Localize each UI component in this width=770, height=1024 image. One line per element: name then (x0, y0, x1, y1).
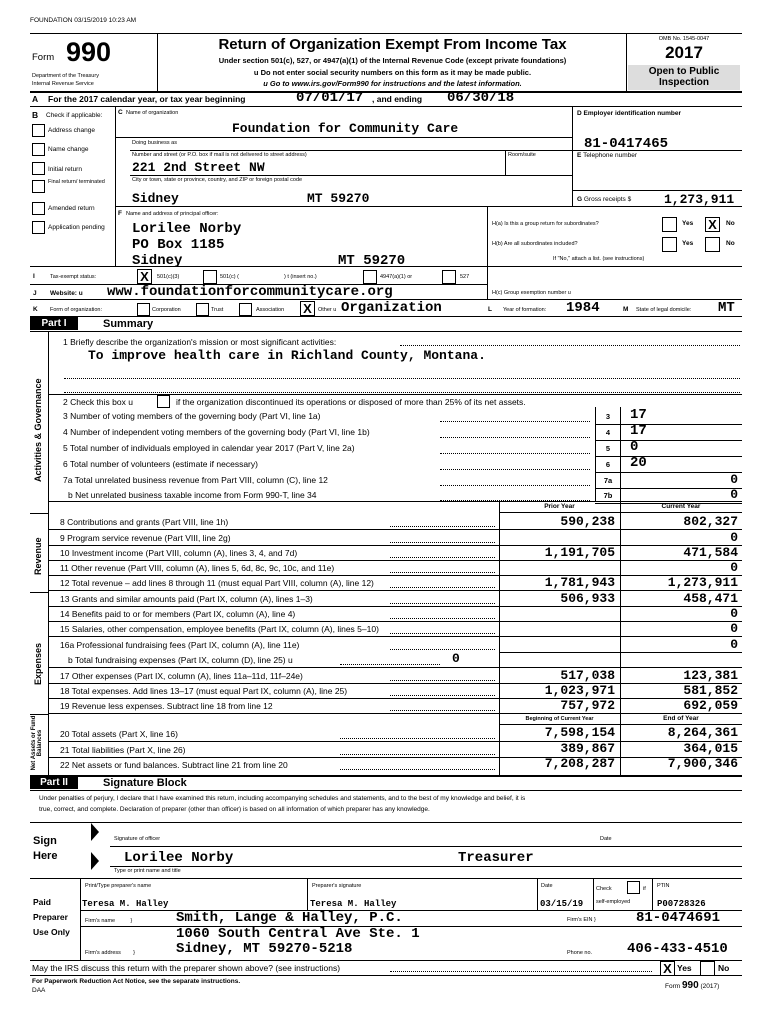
check-label: Check (596, 886, 612, 892)
tax-exempt-label: Tax-exempt status: (50, 274, 97, 280)
open-to-public-badge: Open to Public Inspection (628, 65, 740, 90)
side-revenue: Revenue (33, 537, 43, 575)
beginning-year-value: 389,867 (560, 741, 615, 756)
discuss-yes-label: Yes (677, 963, 692, 973)
line-2-text: if the organization discontinued its operations or disposed of more than 25% of its net assets. (176, 397, 526, 407)
city-label: City or town, state or province, country, and ZIP or foreign postal code (132, 177, 303, 183)
sign-label: Sign (33, 835, 57, 847)
beginning-year-value: 7,208,287 (544, 756, 615, 771)
beginning-year-value: 7,598,154 (544, 725, 615, 740)
if-label: if (643, 886, 646, 892)
current-year-value: 802,327 (683, 514, 738, 529)
financial-line-label: b Total fundraising expenses (Part IX, column (D), line 25) u (68, 655, 293, 665)
line-g-label: G Gross receipts $ (577, 196, 632, 203)
side-net-assets: Net Assets or Fund Balances (31, 715, 43, 771)
address-change-checkbox[interactable] (32, 124, 45, 137)
year-of-formation: 1984 (566, 300, 600, 316)
other-org-type: Organization (341, 300, 442, 316)
initial-return-label: Initial return (48, 166, 82, 173)
financial-line-label: 19 Revenue less expenses. Subtract line 18 from line 12 (60, 701, 273, 711)
other-org-label: Other u (318, 307, 337, 313)
prior-year-value: 517,038 (560, 668, 615, 683)
prior-year-value: 1,191,705 (544, 545, 615, 560)
trust-label: Trust (211, 307, 224, 313)
firm-name-label: Firm's name } (85, 918, 133, 924)
status-501c-label: 501(c) ( (220, 274, 239, 280)
amended-return-label: Amended return (48, 205, 95, 212)
part-1-tag: Part I (30, 317, 78, 330)
instructions-note: u Go to www.irs.gov/Form990 for instructions and the latest information. (263, 79, 522, 88)
gov-line-value: 17 (630, 407, 647, 423)
line-l-label: L (488, 306, 492, 313)
net-assets-line-label: 22 Net assets or fund balances. Subtract line 21 from line 20 (60, 760, 288, 770)
paperwork-notice: For Paperwork Reduction Act Notice, see the separate instructions. (32, 978, 241, 985)
line-a-text: For the 2017 calendar year, or tax year beginning (48, 94, 246, 104)
status-501c-checkbox[interactable] (203, 270, 217, 284)
prior-year-value: 1,781,943 (544, 575, 615, 590)
gov-line-number: 5 (605, 444, 611, 453)
gov-line-label: 3 Number of voting members of the governing body (Part VI, line 1a) (63, 411, 321, 421)
signing-officer-title: Treasurer (458, 850, 534, 866)
financial-line-label: 15 Salaries, other compensation, employee benefits (Part IX, column (A), lines 5–10) (60, 624, 379, 634)
line-j-label: J (33, 290, 37, 297)
prior-year-value: 506,933 (560, 591, 615, 606)
officer-address: PO Box 1185 (132, 237, 225, 253)
form-title: Return of Organization Exempt From Income Tax (218, 36, 567, 53)
perjury-line-2: true, correct, and complete. Declaration of preparer (other than officer) is based on all information of which preparer has any knowledge. (39, 806, 430, 813)
org-name-label: Name of organization (126, 110, 179, 116)
financial-line-label: 14 Benefits paid to or for members (Part IX, column (A), line 4) (60, 609, 296, 619)
subordinates-yes-label: Yes (682, 240, 694, 247)
here-label: Here (33, 850, 58, 862)
financial-line-label: 17 Other expenses (Part IX, column (A), lines 11a–11d, 11f–24e) (60, 671, 303, 681)
current-year-value: 581,852 (683, 683, 738, 698)
officer-city: Sidney (132, 253, 183, 269)
employer-id-number: 81-0417465 (584, 136, 669, 152)
firm-address-label: Firm's address } (85, 950, 135, 956)
and-ending-label: , and ending (372, 94, 423, 104)
perjury-line-1: Under penalties of perjury, I declare that I have examined this return, including accompanying schedules and statements, and to the best of my knowledge and belief, it is (39, 795, 526, 802)
firm-ein: 81-0474691 (636, 910, 721, 926)
financial-line-label: 10 Investment income (Part VIII, column (A), lines 3, 4, and 7d) (60, 548, 298, 558)
side-activities-governance: Activities & Governance (33, 378, 43, 482)
firm-name: Smith, Lange & Halley, P.C. (176, 910, 403, 926)
sign-date-label: Date (600, 836, 612, 842)
current-year-value: 0 (730, 560, 738, 575)
gov-line-label: 4 Number of independent voting members of the governing body (Part VI, line 1b) (63, 427, 370, 437)
group-return-no-checkbox[interactable]: X (705, 217, 720, 232)
current-year-value: 0 (730, 621, 738, 636)
financial-line-label: 12 Total revenue – add lines 8 through 11 (must equal Part VIII, column (A), line 12) (60, 578, 374, 588)
officer-signature-label: Signature of officer (114, 836, 161, 842)
financial-line-label: 18 Total expenses. Add lines 13–17 (must equal Part IX, column (A), line 25) (60, 686, 348, 696)
final-return-checkbox[interactable] (32, 180, 45, 193)
preparer-ptin: P00728326 (657, 899, 706, 909)
discontinued-checkbox[interactable] (157, 395, 170, 408)
status-4947-checkbox[interactable] (363, 270, 377, 284)
officer-label: Name and address of principal officer: (126, 211, 219, 217)
dept-irs: Internal Revenue Service (32, 81, 94, 87)
footer-form-id: Form 990 (2017) (665, 980, 720, 991)
preparer-date-label: Date (541, 883, 553, 889)
ptin-label: PTIN (657, 883, 670, 889)
current-year-value: 471,584 (683, 545, 738, 560)
gov-line-label: b Net unrelated business taxable income from Form 990-T, line 34 (68, 490, 317, 500)
financial-line-label: 13 Grants and similar amounts paid (Part IX, column (A), lines 1–3) (60, 594, 313, 604)
subordinates-no-checkbox[interactable] (705, 237, 720, 252)
dba-label: Doing business as (132, 140, 177, 146)
legal-domicile-label: State of legal domicile: (636, 307, 692, 313)
gov-line-value: 17 (630, 423, 647, 439)
status-527-checkbox[interactable] (442, 270, 456, 284)
sign-arrow-icon-2 (91, 852, 99, 870)
gov-line-label: 5 Total number of individuals employed in calendar year 2017 (Part V, line 2a) (63, 443, 355, 453)
website-url[interactable]: www.foundationforcommunitycare.org (107, 284, 393, 300)
gov-line-value: 20 (630, 455, 647, 471)
omb-number: OMB No. 1545-0047 (658, 36, 710, 42)
line-d-label: D Employer identification number (577, 110, 682, 117)
year-formation-label: Year of formation: (503, 307, 547, 313)
discuss-no-label: No (718, 963, 730, 973)
current-year-value: 692,059 (683, 698, 738, 713)
firm-address-line-1: 1060 South Central Ave Ste. 1 (176, 926, 420, 942)
phone-label: Phone no. (567, 950, 593, 956)
part-2-tag: Part II (30, 776, 78, 789)
form-number: 990 (66, 37, 112, 67)
current-year-value: 0 (730, 637, 738, 652)
prior-year-value: 590,238 (560, 514, 615, 529)
mission-statement: To improve health care in Richland County, Montana. (88, 348, 486, 363)
line-b-text: Check if applicable: (46, 112, 103, 119)
final-return-label: Final return/ terminated (48, 179, 105, 185)
current-year-header: Current Year (661, 503, 701, 510)
line-b-label: B (32, 110, 39, 120)
amended-return-checkbox[interactable] (32, 202, 45, 215)
gross-receipts: 1,273,911 (664, 192, 735, 207)
current-year-value: 1,273,911 (667, 575, 738, 590)
room-suite-label: Room/suite (508, 152, 536, 158)
net-assets-line-label: 20 Total assets (Part X, line 16) (60, 729, 178, 739)
form-label: Form (32, 52, 55, 63)
self-employed-label: self-employed (596, 899, 631, 905)
gov-line-number: 7a (603, 476, 613, 485)
website-label: Website: u (50, 290, 83, 297)
association-checkbox[interactable] (239, 303, 252, 316)
use-only-label: Use Only (33, 927, 70, 937)
tax-year-end: 06/30/18 (447, 90, 515, 106)
line-i-label: I (33, 273, 35, 280)
other-org-checkbox[interactable]: X (300, 301, 315, 316)
prior-year-value: 1,023,971 (544, 683, 615, 698)
preparer-signature-label: Preparer's signature (312, 883, 362, 889)
association-label: Association (256, 307, 285, 313)
gov-line-value: 0 (630, 439, 639, 455)
beginning-year-header: Beginning of Current Year (525, 716, 594, 722)
status-501c3-checkbox[interactable]: X (137, 269, 152, 284)
line-m-label: M (623, 306, 629, 313)
firm-phone: 406-433-4510 (627, 941, 728, 957)
h-c-label: H(c) Group exemption number u (492, 290, 571, 296)
preparer-signature: Teresa M. Halley (310, 899, 397, 909)
side-expenses: Expenses (33, 642, 43, 685)
line-1-label: 1 Briefly describe the organization's mission or most significant activities: (63, 337, 337, 347)
h-b-label: H(b) Are all subordinates included? (492, 241, 578, 247)
discuss-yes-checkbox[interactable]: X (660, 961, 675, 976)
insert-no-label: ) t (insert no.) (284, 274, 317, 280)
tax-year-begin: 07/01/17 (296, 90, 364, 106)
officer-state-zip: MT 59270 (338, 253, 406, 269)
part-1-title: Summary (103, 318, 154, 330)
street-address: 221 2nd Street NW (132, 160, 265, 175)
gov-line-value: 0 (730, 472, 738, 487)
trust-checkbox[interactable] (196, 303, 209, 316)
fundraising-expenses-value: 0 (452, 651, 460, 666)
application-pending-checkbox[interactable] (32, 221, 45, 234)
financial-line-label: 16a Professional fundraising fees (Part IX, column (A), line 11e) (60, 640, 300, 650)
sign-arrow-icon (91, 823, 99, 841)
net-assets-line-label: 21 Total liabilities (Part X, line 26) (60, 745, 186, 755)
end-year-value: 7,900,346 (667, 756, 738, 771)
current-year-value: 0 (730, 530, 738, 545)
firm-address-line-2: Sidney, MT 59270-5218 (176, 941, 353, 957)
group-return-yes-label: Yes (682, 220, 694, 227)
current-year-value: 123,381 (683, 668, 738, 683)
initial-return-checkbox[interactable] (32, 162, 45, 175)
subordinates-no-label: No (726, 240, 735, 247)
form-subtitle: Under section 501(c), 527, or 4947(a)(1) of the Internal Revenue Code (except private foundations) (218, 56, 567, 65)
officer-name: Lorilee Norby (132, 221, 242, 237)
line-c-label: C (118, 109, 123, 116)
dept-treasury: Department of the Treasury (32, 73, 99, 79)
org-state-zip: MT 59270 (307, 191, 370, 206)
financial-line-label: 9 Program service revenue (Part VIII, line 2g) (60, 533, 231, 543)
signing-officer-name: Lorilee Norby (124, 850, 234, 866)
discuss-question: May the IRS discuss this return with the preparer shown above? (see instructions) (32, 963, 341, 973)
preparer-name-label: Print/Type preparer's name (85, 883, 152, 889)
part-2-title: Signature Block (103, 777, 187, 789)
preparer-date: 03/15/19 (540, 899, 584, 909)
corporation-label: Corporation (152, 307, 181, 313)
end-year-value: 8,264,361 (667, 725, 738, 740)
tax-year: 2017 (665, 43, 703, 62)
status-4947-label: 4947(a)(1) or (380, 274, 413, 280)
current-year-value: 458,471 (683, 591, 738, 606)
line-e-label: E Telephone number (577, 152, 638, 159)
preparer-name: Teresa M. Halley (82, 899, 169, 909)
gov-line-label: 6 Total number of volunteers (estimate if necessary) (63, 459, 258, 469)
h-note: If "No," attach a list. (see instructions) (553, 256, 645, 262)
end-year-header: End of Year (663, 715, 699, 722)
org-name: Foundation for Community Care (232, 121, 459, 136)
self-employed-checkbox[interactable] (627, 881, 640, 894)
gov-line-number: 7b (603, 491, 613, 500)
gov-line-value: 0 (730, 487, 738, 502)
corporation-checkbox[interactable] (137, 303, 150, 316)
state-of-domicile: MT (718, 300, 735, 316)
line-2-label: 2 Check this box u (63, 397, 133, 407)
gov-line-number: 6 (605, 460, 611, 469)
current-year-value: 0 (730, 606, 738, 621)
line-k-label: K (33, 306, 38, 313)
type-name-title-label: Type or print name and title (114, 868, 181, 874)
discuss-no-checkbox[interactable] (700, 961, 715, 976)
financial-line-label: 8 Contributions and grants (Part VIII, line 1h) (60, 517, 229, 527)
group-return-yes-checkbox[interactable] (662, 217, 677, 232)
preparer-label: Preparer (33, 912, 68, 922)
org-city: Sidney (132, 191, 179, 206)
paid-label: Paid (33, 897, 51, 907)
firm-ein-label: Firm's EIN } (567, 917, 596, 923)
daa-label: DAA (32, 987, 46, 994)
application-pending-label: Application pending (48, 224, 105, 231)
prior-year-value: 757,972 (560, 698, 615, 713)
prior-year-header: Prior Year (544, 503, 575, 510)
address-change-label: Address change (48, 127, 95, 134)
end-year-value: 364,015 (683, 741, 738, 756)
status-527-label: 527 (460, 274, 470, 280)
line-a-label: A (32, 94, 39, 104)
street-label: Number and street (or P.O. box if mail is not delivered to street address) (132, 152, 307, 158)
status-501c3-label: 501(c)(3) (157, 274, 180, 280)
print-timestamp: FOUNDATION 03/15/2019 10:23 AM (30, 17, 137, 24)
form-of-org-label: Form of organization: (50, 307, 102, 313)
gov-line-label: 7a Total unrelated business revenue from Part VIII, column (C), line 12 (63, 475, 328, 485)
subordinates-yes-checkbox[interactable] (662, 237, 677, 252)
line-f-label: F (118, 210, 122, 217)
name-change-label: Name change (48, 146, 89, 153)
name-change-checkbox[interactable] (32, 143, 45, 156)
h-a-label: H(a) Is this a group return for subordinates? (492, 221, 599, 227)
ssn-note: u Do not enter social security numbers on this form as it may be made public. (253, 68, 532, 77)
gov-line-number: 3 (605, 412, 611, 421)
gov-line-number: 4 (605, 428, 611, 437)
financial-line-label: 11 Other revenue (Part VIII, column (A), lines 5, 6d, 8c, 9c, 10c, and 11e) (60, 563, 335, 573)
group-return-no-label: No (726, 220, 735, 227)
